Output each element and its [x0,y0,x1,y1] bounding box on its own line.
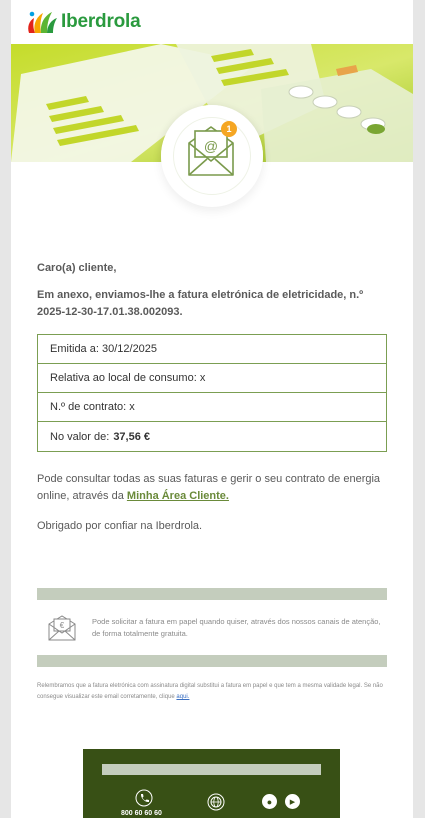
detail-label: Relativa ao local de consumo: [50,372,197,384]
brand-name: Iberdrola [61,11,141,32]
email-body [11,262,413,703]
consult-paragraph [37,471,387,505]
detail-consumption-site [38,364,386,393]
detail-contract-number [38,393,386,422]
paper-invoice-text: Pode solicitar a fatura em papel quando quiser, através dos nossos canais de atenção, de forma totalmente gratuita. [92,616,381,638]
phone-number[interactable]: 800 60 60 60 [121,810,162,817]
detail-label: Emitida a: [50,343,99,355]
google-play-icon[interactable]: ▶ [285,794,300,809]
detail-value: 30/12/2025 [101,343,158,355]
phone-icon[interactable] [135,789,153,807]
header [11,0,413,44]
email-frame [11,0,413,818]
detail-label: No valor de: [50,430,110,443]
invoice-details [37,334,387,452]
thanks-text: Obrigado por confiar na Iberdrola. [37,520,203,532]
detail-value: 37,56 € [113,430,151,443]
divider-bar [37,588,387,600]
legal-text: Relembramos que a fatura eletrónica com assinatura digital substitui a fatura em papel e que tem a mesma validade legal. Se não consegue visualizar este email corretamente, clique [37,683,383,700]
svg-text:€: € [59,620,65,630]
iberdrola-logo-icon [25,9,59,35]
footer-bar [102,764,321,775]
detail-issue-date [38,335,386,364]
consult-text: Pode consultar todas as suas faturas e gerir o seu contrato de energia online, através da [37,473,381,502]
detail-amount [38,422,386,451]
apple-icon[interactable]: ● [262,794,277,809]
detail-value: x [129,401,135,413]
footer [83,749,340,818]
legal-note [37,681,387,703]
invoice-intro: Em anexo, enviamos-lhe a fatura eletrónica de eletricidade, n.º 2025-12-30-17.01.38.002093. [37,289,364,318]
email-envelope-icon [187,119,239,181]
paper-invoice-notice [37,600,387,655]
client-area-link[interactable]: Minha Área Cliente. [126,490,229,502]
detail-label: N.º de contrato: [50,401,127,413]
paper-invoice-icon [47,614,77,642]
greeting: Caro(a) cliente, [37,262,117,274]
detail-value: x [199,372,206,384]
divider-bar [37,655,387,667]
view-online-link[interactable]: aqui. [176,694,190,700]
globe-icon[interactable] [207,793,225,811]
svg-text:@: @ [203,138,219,154]
notification-badge: 1 [226,124,232,134]
